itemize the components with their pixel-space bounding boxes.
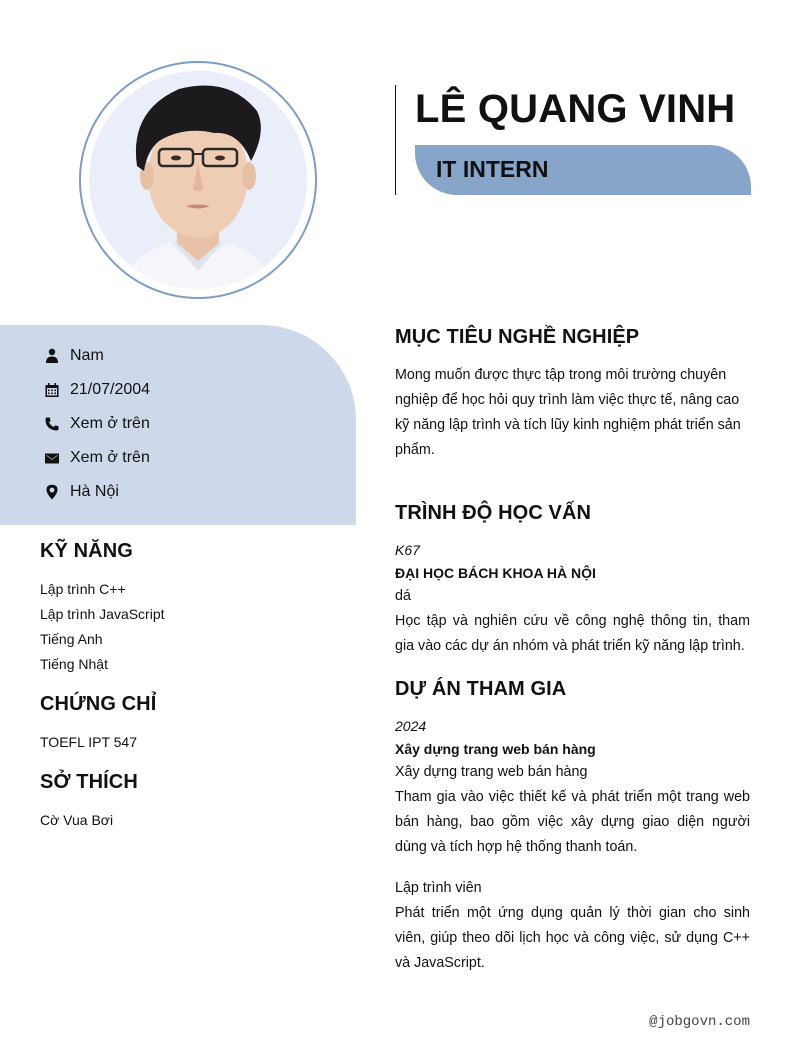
project-role: Xây dựng trang web bán hàng [395,764,588,780]
info-location [42,482,119,502]
info-value: Xem ở trên [70,415,150,432]
personal-info-panel [0,325,356,525]
project-description: Phát triển một ứng dụng quản lý thời gian cho sinh viên, giúp theo dõi lịch học và công việc, sử dụng C++ và JavaScript. [395,905,750,971]
skill-item: Tiếng Anh [40,631,103,647]
info-value: Nam [70,347,104,364]
person-icon [42,346,62,366]
info-value: Xem ở trên [70,449,150,466]
watermark: @jobgovn.com [649,1014,750,1030]
project-name: Xây dựng trang web bán hàng [395,741,596,757]
certificates-title: CHỨNG CHỈ [40,693,157,715]
certificate-item: TOEFL IPT 547 [40,734,138,750]
info-email [42,448,150,468]
project-description: Tham gia vào việc thiết kế và phát triển một trang web bán hàng, bao gồm việc xây dựng giao diện người dùng và tích hợp hệ thống thanh toán. [395,789,750,855]
left-column [40,540,340,833]
projects-section [395,678,750,976]
education-major: dá [395,588,411,604]
info-birthdate [42,380,150,400]
info-gender [42,346,104,366]
skills-title: KỸ NĂNG [40,540,133,562]
header-block [395,85,755,195]
objective-section [395,326,750,463]
info-value: 21/07/2004 [70,381,151,398]
projects-title: DỰ ÁN THAM GIA [395,678,567,700]
envelope-icon [42,448,62,468]
info-phone [42,414,150,434]
education-school: ĐẠI HỌC BÁCH KHOA HÀ NỘI [395,565,596,581]
project-role: Lập trình viên [395,880,482,896]
candidate-name: LÊ QUANG VINH [415,87,736,131]
objective-title: MỤC TIÊU NGHỀ NGHIỆP [395,326,640,348]
hobbies-title: SỞ THÍCH [40,771,138,793]
education-description: Học tập và nghiên cứu về công nghệ thông tin, tham gia vào các dự án nhóm và phát triển kỹ năng lập trình. [395,613,750,654]
project-item [395,877,750,976]
project-item [395,715,750,860]
skills-section [40,540,340,677]
job-title-badge [415,145,751,195]
hobbies-section [40,771,340,833]
project-year: 2024 [395,718,427,734]
skill-item: Tiếng Nhật [40,656,108,672]
education-title: TRÌNH ĐỘ HỌC VẤN [395,502,592,524]
certificates-section [40,693,340,755]
info-value: Hà Nội [70,483,119,500]
avatar-frame [79,61,317,299]
calendar-icon [42,380,62,400]
profile-photo [89,71,307,289]
phone-icon [42,414,62,434]
avatar [89,71,307,289]
education-section [395,502,750,659]
objective-text: Mong muốn được thực tập trong môi trường chuyên nghiệp để học hỏi quy trình làm việc thực tế, nâng cao kỹ năng lập trình và tích lũy kinh nghiệm phát triển sản phẩm. [395,367,741,458]
job-title: IT INTERN [436,156,549,182]
hobby-item: Cờ Vua Bơi [40,812,114,828]
education-period: K67 [395,542,420,558]
skill-item: Lập trình C++ [40,581,126,597]
skill-item: Lập trình JavaScript [40,606,165,622]
location-pin-icon [42,482,62,502]
